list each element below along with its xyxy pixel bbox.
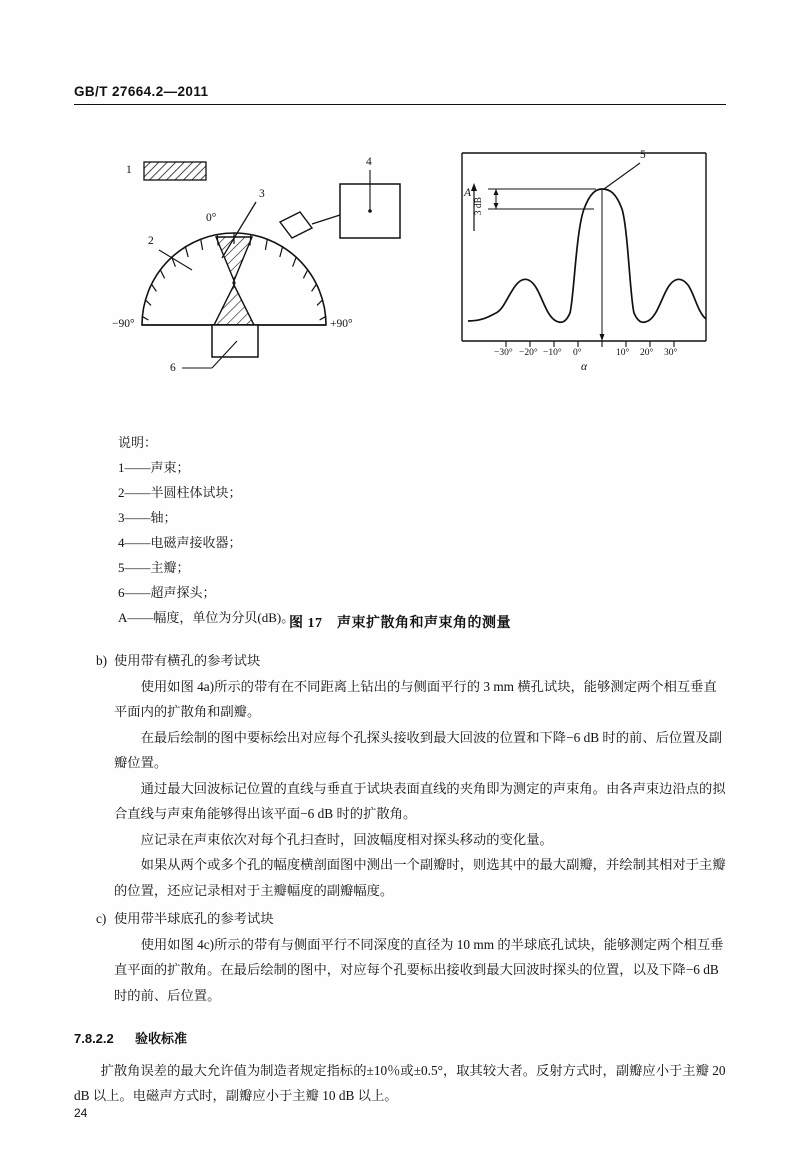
x-tick-plus20: 20° xyxy=(640,348,654,358)
section-title: 验收标准 xyxy=(135,1031,188,1046)
figure-callout-5: 5 xyxy=(640,149,646,161)
paragraph-b-5: 如果从两个或多个孔的幅度横剖面图中测出一个副瓣时，则选其中的最大副瓣，并绘制其相对于主瓣的位置，还应记录相对于主瓣幅度的副瓣幅度。 xyxy=(114,857,726,898)
document-body xyxy=(74,645,726,1109)
figure-angle-minus90: −90° xyxy=(112,318,135,330)
axis-label-alpha: α xyxy=(581,361,588,373)
figure-legend xyxy=(118,430,678,630)
legend-item-4: 4——电磁声接收器； xyxy=(118,535,242,550)
list-title-b: 使用带有横孔的参考试块 xyxy=(114,653,261,668)
figure-left-diagram xyxy=(104,140,434,400)
x-tick-minus20: −20° xyxy=(519,348,538,358)
x-tick-plus30: 30° xyxy=(664,348,678,358)
left-diagram-svg xyxy=(104,140,434,400)
right-diagram-svg xyxy=(444,145,724,375)
figure-callout-4: 4 xyxy=(366,156,372,168)
paragraph-section-1: 扩散角误差的最大允许值为制造者规定指标的±10％或±0.5°，取其较大者。反射方式时，副瓣应小于主瓣 20 dB 以上。电磁声方式时，副瓣应小于主瓣 10 dB 以上。 xyxy=(74,1062,726,1103)
list-title-c: 使用带半球底孔的参考试块 xyxy=(114,911,274,926)
figure-caption: 图 17 声束扩散角和声束角的测量 xyxy=(289,616,511,631)
x-tick-plus10: 10° xyxy=(616,348,630,358)
legend-item-6: 6——超声探头； xyxy=(118,585,216,600)
item-c-paragraphs xyxy=(114,932,726,1009)
x-tick-minus30: −30° xyxy=(494,348,513,358)
page-header-standard-code: GB/T 27664.2—2011 xyxy=(74,84,209,99)
paragraph-b-2: 在最后绘制的图中要标绘出对应每个孔探头接收到最大回波的位置和下降−6 dB 时的前、后位置及副瓣位置。 xyxy=(114,729,723,770)
figure-angle-zero: 0° xyxy=(206,212,217,224)
list-marker-b: b) xyxy=(96,653,108,668)
x-tick-zero: 0° xyxy=(573,348,582,358)
section-number: 7.8.2.2 xyxy=(74,1031,114,1046)
section-body xyxy=(74,1058,726,1109)
paragraph-c-1: 使用如图 4c)所示的带有与侧面平行不同深度的直径为 10 mm 的半球底孔试块，能够测定两个相互垂直平面的扩散角。在最后绘制的图中，对应每个孔要标出接收到最大回波时探头的位置，以及下降−6 dB 时的前、后位置。 xyxy=(114,936,724,1003)
legend-item-3: 3——轴； xyxy=(118,510,177,525)
section-heading xyxy=(74,1026,726,1052)
list-marker-c: c) xyxy=(96,911,107,926)
db-label: 3 dB xyxy=(474,197,484,216)
legend-item-5: 5——主瓣； xyxy=(118,560,190,575)
figure-callout-1: 1 xyxy=(126,164,132,176)
x-tick-minus10: −10° xyxy=(543,348,562,358)
axis-label-amplitude: A xyxy=(464,187,472,199)
list-item-c xyxy=(74,906,726,932)
figure-angle-plus90: +90° xyxy=(330,318,353,330)
header-divider xyxy=(74,104,726,105)
figure-17 xyxy=(74,140,726,400)
paragraph-b-3: 通过最大回波标记位置的直线与垂直于试块表面直线的夹角即为测定的声束角。由各声束边沿点的拟合直线与声束角能够得出该平面−6 dB 时的扩散角。 xyxy=(114,780,726,821)
figure-callout-6: 6 xyxy=(170,362,176,374)
paragraph-b-4: 应记录在声束依次对每个孔扫查时，回波幅度相对探头移动的变化量。 xyxy=(140,831,553,847)
legend-item-A: A——幅度，单位为分贝(dB)。 xyxy=(118,610,295,625)
legend-item-1: 1——声束； xyxy=(118,460,190,475)
list-item-b xyxy=(74,648,726,674)
item-b-paragraphs xyxy=(114,674,726,904)
paragraph-b-1: 使用如图 4a)所示的带有在不同距离上钻出的与侧面平行的 3 mm 横孔试块，能够测定两个相互垂直平面内的扩散角和副瓣。 xyxy=(114,678,717,719)
legend-title: 说明： xyxy=(118,435,158,450)
page-number: 24 xyxy=(74,1106,88,1120)
figure-callout-3: 3 xyxy=(259,188,265,200)
legend-item-2: 2——半圆柱体试块； xyxy=(118,485,242,500)
figure-callout-2: 2 xyxy=(148,235,154,247)
figure-right-diagram xyxy=(444,145,724,375)
